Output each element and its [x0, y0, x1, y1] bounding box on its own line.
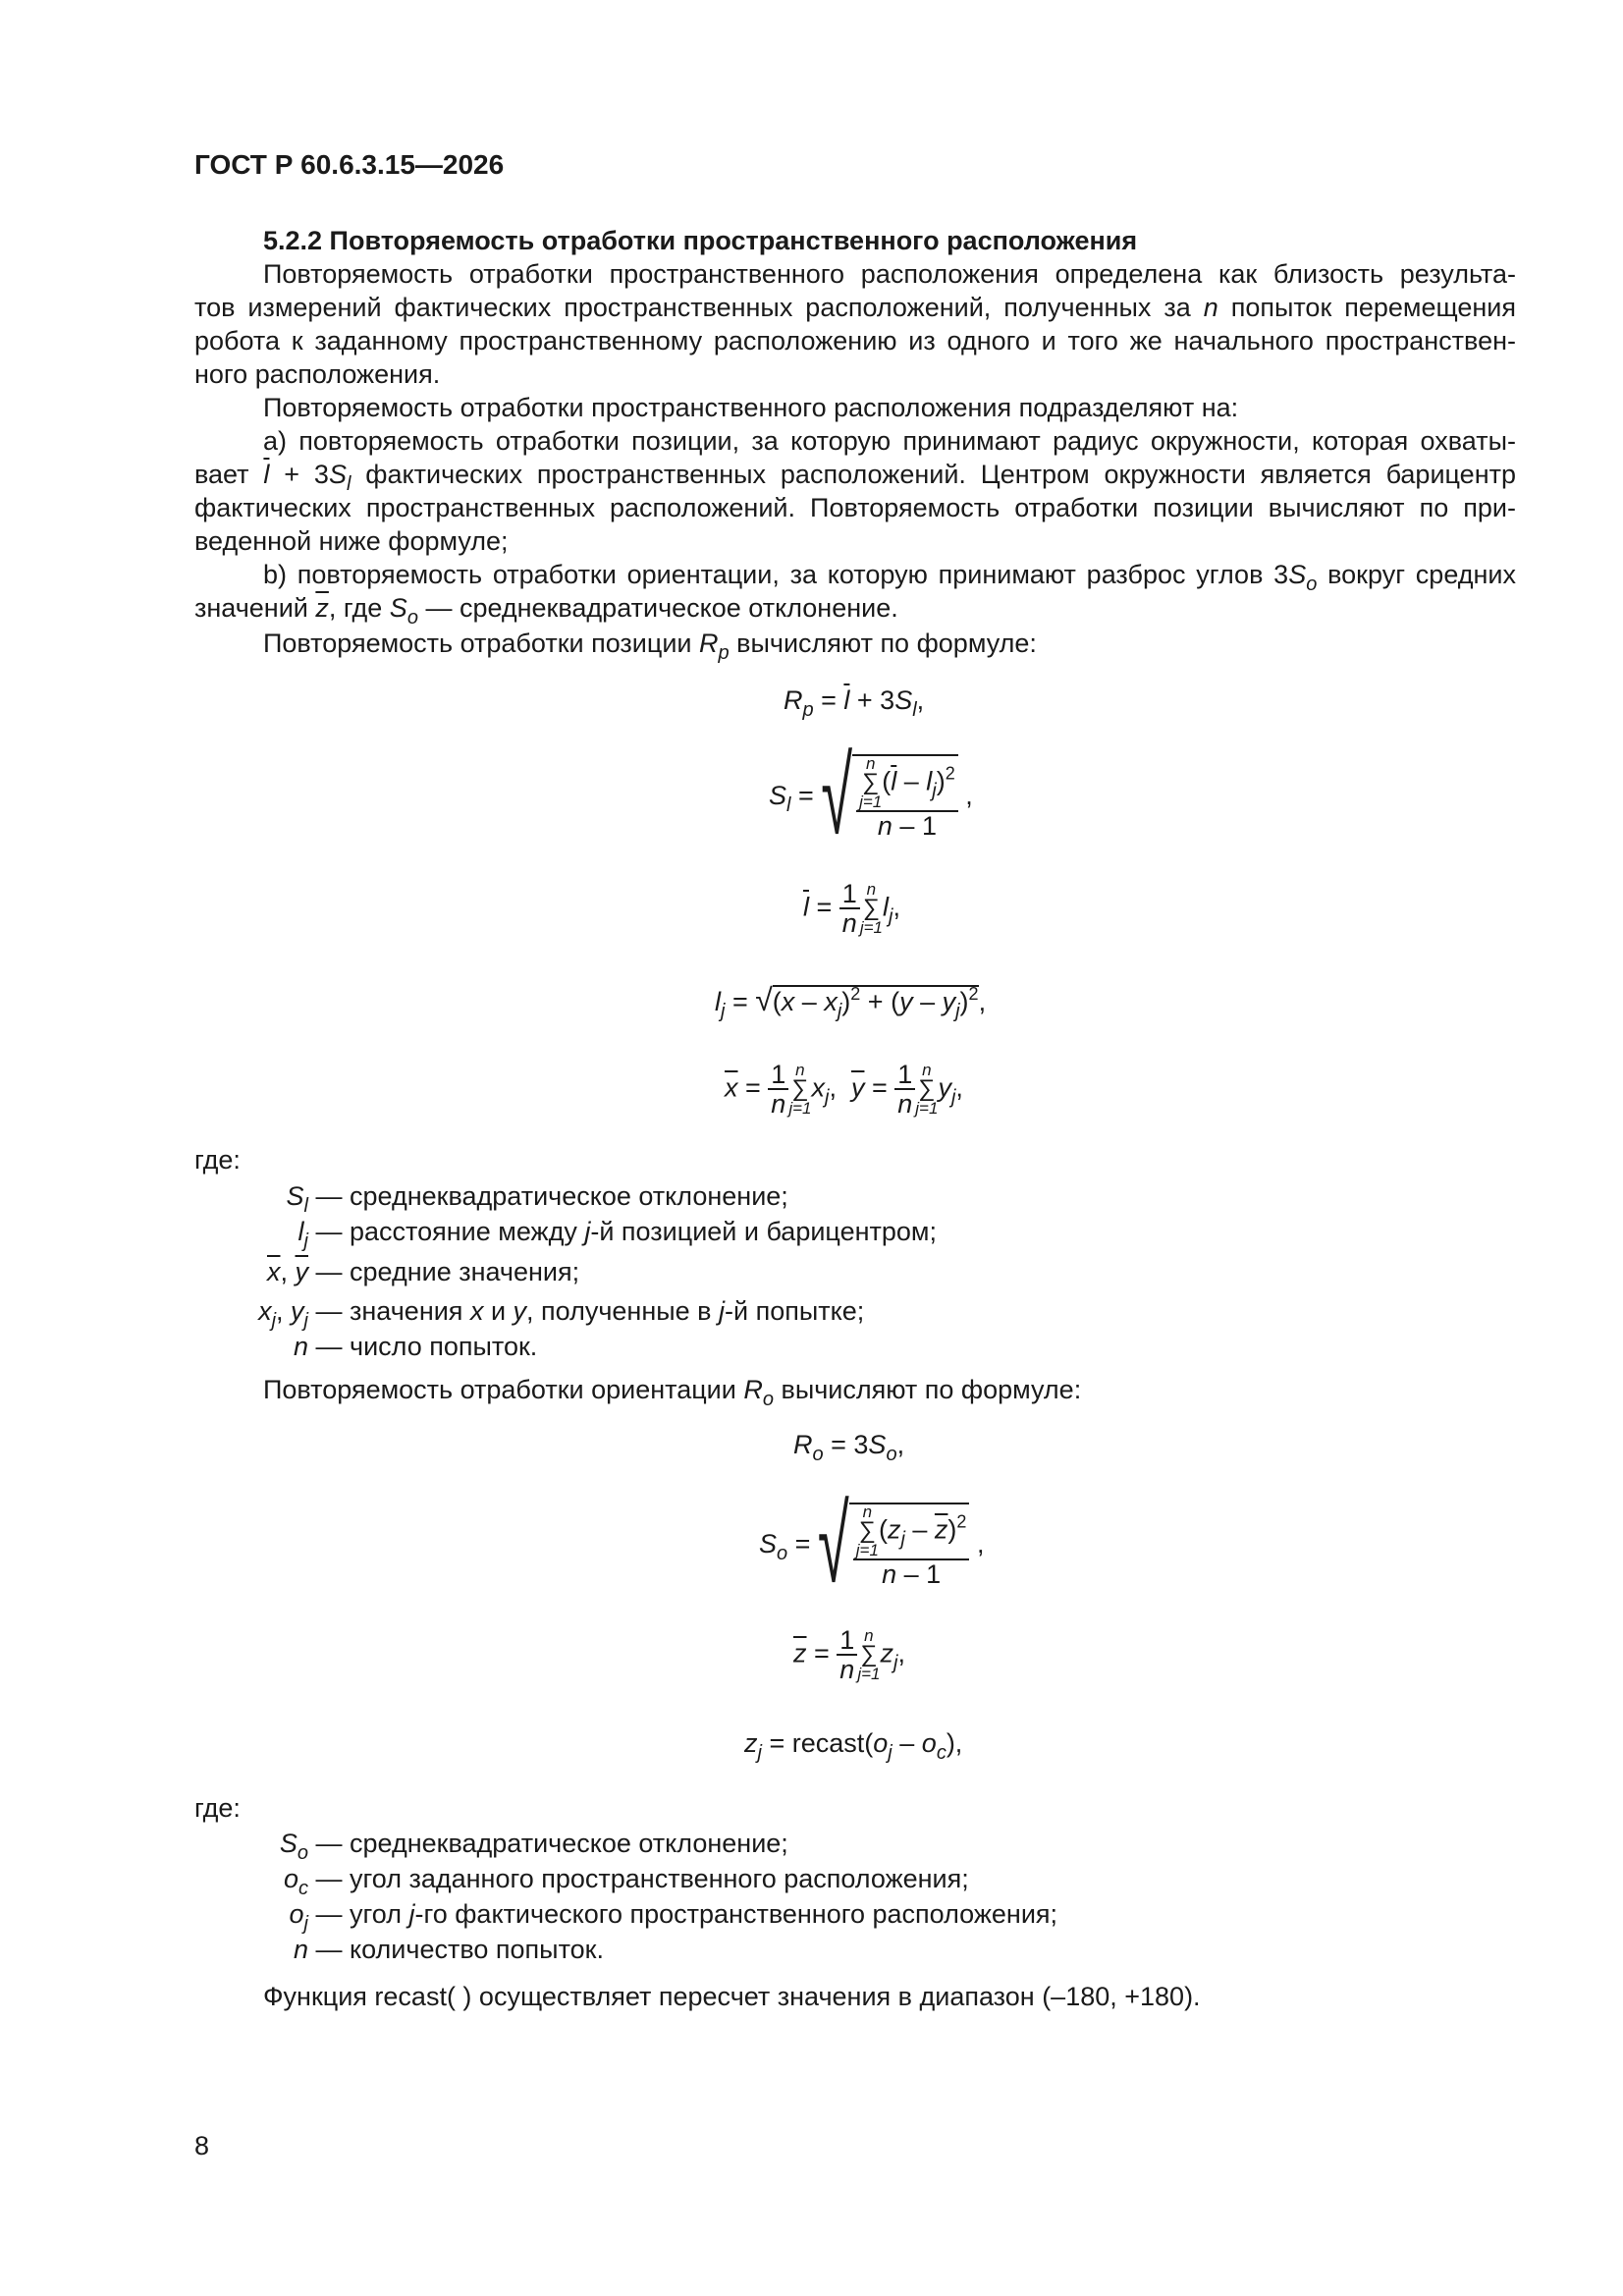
ro-intro: Повторяемость отработки ориентации $R_o$ вычисляют по формуле: — [263, 1375, 1082, 1410]
def-so: $S_o$ — среднеквадратическое отклонение; — [279, 1829, 788, 1864]
where-label-2: где: — [194, 1793, 241, 1823]
document-header: ГОСТ Р 60.6.3.15—2026 — [194, 149, 505, 180]
para1-line4: ного расположения. — [194, 359, 441, 389]
def-means: $\overline{x}$, $\overline{y}$ — средние значения; — [266, 1257, 580, 1286]
item-b-line2: значений $\overline{z}$, где $S_o$ — среднеквадратическое отклонение. — [194, 593, 898, 629]
item-a-line3: фактических пространственных расположений. Повторяемость отработки позиции вычисляют по при- — [194, 493, 1516, 522]
where-label-1: где: — [194, 1145, 241, 1175]
section-heading: 5.2.2 Повторяемость отработки пространственного расположения — [263, 226, 1138, 255]
page-number: 8 — [194, 2131, 210, 2160]
def-xj-yj: $x_j$, $y_j$ — значения x и y, полученные в j-й попытке; — [258, 1296, 865, 1332]
recast-note: Функция recast( ) осуществляет пересчет значения в диапазон (–180, +180). — [263, 1982, 1201, 2011]
def-lj: $l_j$ — расстояние между j-й позицией и барицентром; — [298, 1217, 937, 1252]
item-a-line2: вает $\overline{l} + 3S_l$ фактических пространственных расположений. Центром окружности является барицентр — [194, 460, 1516, 495]
def-n-2: n — количество попыток. — [293, 1935, 604, 1964]
formula-ro: $R_o = 3S_o$, — [793, 1430, 905, 1465]
formula-lj: $l_j = √(\overline{x} - x_j)^2 + (\overline{y} - y_j)^2$, — [715, 982, 987, 1022]
para1-line3: робота к заданному пространственному расположению из одного и того же начального пространствен- — [194, 326, 1516, 355]
formula-sl: $S_l$ = √ n ∑ j=1 $(\overline{l} - l_j)^2$ n – 1 , — [769, 736, 973, 858]
formula-rp: $R_p = \overline{l} + 3S_l$, — [784, 685, 925, 721]
para2: Повторяемость отработки пространственного расположения подразделяют на: — [263, 393, 1239, 422]
def-oj: $o_j$ — угол j-го фактического пространственного расположения; — [289, 1899, 1058, 1935]
formula-so: $S_o$ = √ n ∑ j=1 $(z_j - \overline{z})^2$ n – 1 , — [759, 1484, 985, 1607]
para1-line2: тов измерений фактических пространственных расположений, полученных за n попыток перемещения — [194, 293, 1517, 322]
formula-lbar: $\overline{l}$ = $\frac{1}{n}$ n ∑ j=1 $l_j$, — [803, 879, 900, 939]
item-a-line1: а) повторяемость отработки позиции, за которую принимают радиус окружности, которая охваты- — [263, 426, 1516, 456]
formula-zj: $z_j$ = $recast(o_j - o_c)$, — [744, 1728, 963, 1764]
item-a-line4: веденной ниже формуле; — [194, 526, 509, 556]
formula-xbar-ybar: $\overline{x}$ = $\frac{1}{n}$ n ∑ j=1 $x_j$, $\overline{y}$ = $\frac{1}{n}$ n ∑ j=1 $y_j$, — [725, 1060, 963, 1120]
item-b-line1: b) повторяемость отработки ориентации, за которую принимают разброс углов $3S_o$ вокруг средних — [263, 560, 1516, 595]
def-sl: $S_l$ — среднеквадратическое отклонение; — [286, 1181, 788, 1217]
def-n-1: n — число попыток. — [293, 1332, 538, 1361]
rp-intro: Повторяемость отработки позиции $R_p$ вычисляют по формуле: — [263, 629, 1037, 664]
para1-line1: Повторяемость отработки пространственного расположения определена как близость результа- — [263, 259, 1516, 289]
def-oc: $o_c$ — угол заданного пространственного расположения; — [283, 1864, 969, 1899]
formula-zbar: $\overline{z}$ = $\frac{1}{n}$ n ∑ j=1 $z_j$, — [793, 1625, 905, 1685]
